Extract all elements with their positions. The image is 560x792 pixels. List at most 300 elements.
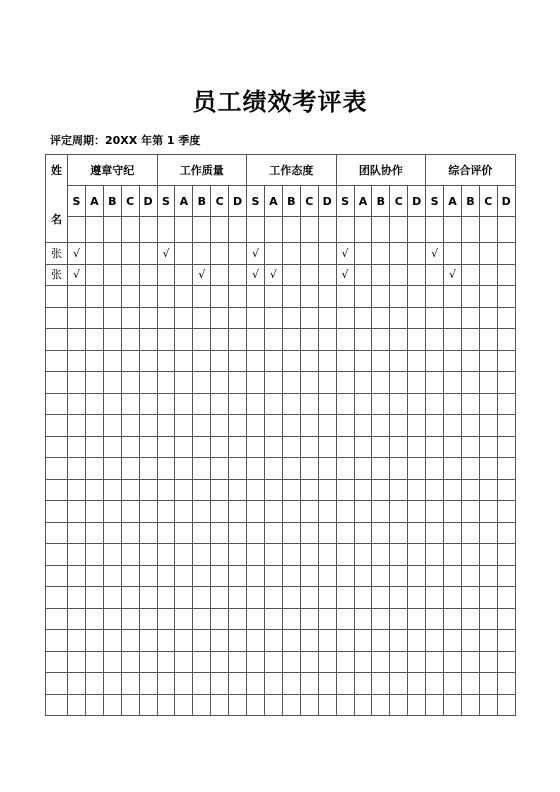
grade-check-cell[interactable] — [211, 436, 229, 458]
grade-check-cell[interactable] — [103, 436, 121, 458]
grade-check-cell[interactable] — [408, 501, 426, 523]
grade-check-cell[interactable] — [264, 544, 282, 566]
grade-check-cell[interactable] — [354, 587, 372, 609]
grade-check-cell[interactable] — [85, 415, 103, 437]
grade-check-cell[interactable] — [157, 522, 175, 544]
grade-check-cell[interactable] — [85, 587, 103, 609]
grade-check-cell[interactable] — [103, 544, 121, 566]
grade-check-cell[interactable] — [408, 630, 426, 652]
grade-check-cell[interactable] — [157, 565, 175, 587]
grade-check-cell[interactable] — [282, 393, 300, 415]
grade-check-cell[interactable] — [390, 522, 408, 544]
grade-check-cell[interactable] — [157, 694, 175, 716]
grade-check-cell[interactable] — [139, 286, 157, 308]
grade-check-cell[interactable] — [264, 415, 282, 437]
grade-check-cell[interactable] — [479, 264, 497, 286]
employee-name-cell[interactable] — [46, 415, 68, 437]
grade-check-cell[interactable] — [426, 544, 444, 566]
grade-check-cell[interactable] — [193, 630, 211, 652]
grade-check-cell[interactable] — [247, 307, 265, 329]
grade-check-cell[interactable] — [390, 544, 408, 566]
employee-name-cell[interactable] — [46, 458, 68, 480]
grade-check-cell[interactable] — [426, 350, 444, 372]
grade-check-cell[interactable] — [175, 264, 193, 286]
grade-check-cell[interactable] — [157, 329, 175, 351]
grade-check-cell[interactable] — [318, 458, 336, 480]
grade-check-cell[interactable] — [103, 307, 121, 329]
grade-check-cell[interactable] — [247, 565, 265, 587]
grade-check-cell[interactable] — [68, 587, 86, 609]
grade-check-cell[interactable] — [193, 393, 211, 415]
grade-check-cell[interactable] — [300, 436, 318, 458]
grade-check-cell[interactable] — [211, 329, 229, 351]
grade-check-cell[interactable] — [175, 243, 193, 265]
grade-check-cell[interactable] — [444, 372, 462, 394]
grade-check-cell[interactable] — [264, 673, 282, 695]
grade-check-cell[interactable] — [497, 608, 515, 630]
grade-check-cell[interactable] — [68, 501, 86, 523]
grade-check-cell[interactable] — [211, 479, 229, 501]
grade-check-cell[interactable] — [103, 372, 121, 394]
grade-check-cell[interactable] — [497, 522, 515, 544]
grade-check-cell[interactable] — [211, 393, 229, 415]
grade-check-cell[interactable] — [479, 393, 497, 415]
grade-check-cell[interactable] — [68, 415, 86, 437]
grade-check-cell[interactable] — [264, 329, 282, 351]
grade-check-cell[interactable] — [354, 651, 372, 673]
grade-check-cell[interactable] — [497, 436, 515, 458]
grade-check-cell[interactable] — [211, 544, 229, 566]
grade-check-cell[interactable] — [444, 587, 462, 609]
grade-check-cell[interactable] — [121, 415, 139, 437]
grade-check-cell[interactable] — [103, 630, 121, 652]
grade-check-cell[interactable] — [318, 329, 336, 351]
grade-check-cell[interactable]: √ — [68, 264, 86, 286]
grade-check-cell[interactable] — [497, 350, 515, 372]
grade-check-cell[interactable] — [390, 415, 408, 437]
grade-check-cell[interactable] — [479, 694, 497, 716]
grade-check-cell[interactable] — [479, 286, 497, 308]
grade-check-cell[interactable] — [444, 307, 462, 329]
grade-check-cell[interactable] — [121, 286, 139, 308]
grade-check-cell[interactable] — [121, 544, 139, 566]
grade-check-cell[interactable] — [139, 415, 157, 437]
grade-check-cell[interactable] — [354, 243, 372, 265]
grade-check-cell[interactable] — [318, 587, 336, 609]
employee-name-cell[interactable] — [46, 329, 68, 351]
grade-check-cell[interactable] — [139, 544, 157, 566]
grade-check-cell[interactable] — [264, 501, 282, 523]
grade-check-cell[interactable] — [264, 307, 282, 329]
grade-check-cell[interactable] — [479, 350, 497, 372]
grade-check-cell[interactable] — [497, 673, 515, 695]
grade-check-cell[interactable] — [175, 544, 193, 566]
grade-check-cell[interactable] — [479, 673, 497, 695]
grade-check-cell[interactable] — [444, 501, 462, 523]
grade-check-cell[interactable] — [157, 286, 175, 308]
grade-check-cell[interactable] — [461, 329, 479, 351]
grade-check-cell[interactable]: √ — [68, 243, 86, 265]
grade-check-cell[interactable] — [497, 544, 515, 566]
employee-name-cell[interactable]: 张 — [46, 264, 68, 286]
grade-check-cell[interactable] — [175, 350, 193, 372]
grade-check-cell[interactable] — [229, 350, 247, 372]
grade-check-cell[interactable]: √ — [336, 243, 354, 265]
grade-check-cell[interactable] — [157, 307, 175, 329]
grade-check-cell[interactable] — [175, 307, 193, 329]
grade-check-cell[interactable] — [264, 630, 282, 652]
grade-check-cell[interactable] — [372, 587, 390, 609]
grade-check-cell[interactable] — [282, 544, 300, 566]
grade-check-cell[interactable] — [354, 694, 372, 716]
grade-check-cell[interactable] — [497, 458, 515, 480]
grade-check-cell[interactable] — [390, 350, 408, 372]
grade-check-cell[interactable] — [121, 458, 139, 480]
grade-check-cell[interactable] — [103, 329, 121, 351]
grade-check-cell[interactable] — [372, 501, 390, 523]
grade-check-cell[interactable] — [408, 307, 426, 329]
grade-check-cell[interactable] — [372, 458, 390, 480]
grade-check-cell[interactable] — [372, 651, 390, 673]
grade-check-cell[interactable] — [193, 544, 211, 566]
grade-check-cell[interactable] — [157, 608, 175, 630]
grade-check-cell[interactable] — [139, 587, 157, 609]
grade-check-cell[interactable] — [372, 479, 390, 501]
grade-check-cell[interactable] — [282, 501, 300, 523]
grade-check-cell[interactable] — [85, 673, 103, 695]
grade-check-cell[interactable] — [175, 372, 193, 394]
grade-check-cell[interactable] — [372, 565, 390, 587]
grade-check-cell[interactable] — [282, 436, 300, 458]
grade-check-cell[interactable] — [336, 350, 354, 372]
grade-check-cell[interactable] — [139, 350, 157, 372]
grade-check-cell[interactable] — [175, 393, 193, 415]
grade-check-cell[interactable] — [426, 372, 444, 394]
grade-check-cell[interactable] — [497, 479, 515, 501]
grade-check-cell[interactable] — [211, 565, 229, 587]
grade-check-cell[interactable] — [390, 479, 408, 501]
grade-check-cell[interactable] — [139, 436, 157, 458]
grade-check-cell[interactable] — [426, 458, 444, 480]
grade-check-cell[interactable] — [300, 372, 318, 394]
grade-check-cell[interactable] — [336, 286, 354, 308]
grade-check-cell[interactable] — [211, 264, 229, 286]
grade-check-cell[interactable] — [479, 307, 497, 329]
grade-check-cell[interactable] — [282, 694, 300, 716]
grade-check-cell[interactable] — [229, 608, 247, 630]
grade-check-cell[interactable] — [85, 522, 103, 544]
grade-check-cell[interactable] — [318, 630, 336, 652]
grade-check-cell[interactable] — [282, 522, 300, 544]
grade-check-cell[interactable] — [408, 608, 426, 630]
grade-check-cell[interactable] — [139, 307, 157, 329]
grade-check-cell[interactable] — [354, 608, 372, 630]
grade-check-cell[interactable] — [336, 565, 354, 587]
grade-check-cell[interactable] — [85, 286, 103, 308]
grade-check-cell[interactable] — [318, 651, 336, 673]
grade-check-cell[interactable] — [157, 415, 175, 437]
grade-check-cell[interactable] — [193, 286, 211, 308]
grade-check-cell[interactable] — [68, 544, 86, 566]
grade-check-cell[interactable] — [444, 544, 462, 566]
grade-check-cell[interactable] — [175, 329, 193, 351]
grade-check-cell[interactable] — [479, 565, 497, 587]
grade-check-cell[interactable] — [444, 630, 462, 652]
grade-check-cell[interactable] — [408, 565, 426, 587]
grade-check-cell[interactable] — [390, 565, 408, 587]
grade-check-cell[interactable] — [229, 372, 247, 394]
grade-check-cell[interactable] — [121, 587, 139, 609]
grade-check-cell[interactable] — [479, 522, 497, 544]
grade-check-cell[interactable] — [282, 350, 300, 372]
grade-check-cell[interactable] — [354, 565, 372, 587]
grade-check-cell[interactable] — [336, 307, 354, 329]
grade-check-cell[interactable] — [408, 587, 426, 609]
grade-check-cell[interactable] — [121, 393, 139, 415]
grade-check-cell[interactable] — [139, 501, 157, 523]
grade-check-cell[interactable] — [157, 393, 175, 415]
grade-check-cell[interactable] — [408, 694, 426, 716]
grade-check-cell[interactable] — [103, 479, 121, 501]
grade-check-cell[interactable] — [85, 694, 103, 716]
grade-check-cell[interactable] — [336, 501, 354, 523]
grade-check-cell[interactable] — [354, 630, 372, 652]
grade-check-cell[interactable] — [175, 458, 193, 480]
grade-check-cell[interactable] — [229, 565, 247, 587]
grade-check-cell[interactable] — [479, 608, 497, 630]
grade-check-cell[interactable] — [426, 630, 444, 652]
grade-check-cell[interactable] — [282, 479, 300, 501]
grade-check-cell[interactable] — [408, 350, 426, 372]
grade-check-cell[interactable] — [300, 501, 318, 523]
grade-check-cell[interactable] — [85, 608, 103, 630]
grade-check-cell[interactable] — [444, 458, 462, 480]
grade-check-cell[interactable] — [103, 694, 121, 716]
grade-check-cell[interactable] — [264, 651, 282, 673]
grade-check-cell[interactable] — [282, 651, 300, 673]
grade-check-cell[interactable] — [229, 694, 247, 716]
grade-check-cell[interactable] — [247, 458, 265, 480]
grade-check-cell[interactable] — [300, 587, 318, 609]
grade-check-cell[interactable] — [426, 587, 444, 609]
grade-check-cell[interactable] — [300, 307, 318, 329]
grade-check-cell[interactable] — [264, 458, 282, 480]
grade-check-cell[interactable] — [229, 264, 247, 286]
grade-check-cell[interactable] — [247, 329, 265, 351]
grade-check-cell[interactable] — [318, 544, 336, 566]
grade-check-cell[interactable] — [247, 286, 265, 308]
grade-check-cell[interactable] — [247, 415, 265, 437]
grade-check-cell[interactable] — [336, 415, 354, 437]
grade-check-cell[interactable] — [68, 630, 86, 652]
grade-check-cell[interactable] — [68, 479, 86, 501]
grade-check-cell[interactable] — [193, 608, 211, 630]
grade-check-cell[interactable] — [461, 479, 479, 501]
grade-check-cell[interactable] — [139, 372, 157, 394]
grade-check-cell[interactable] — [461, 350, 479, 372]
grade-check-cell[interactable] — [211, 651, 229, 673]
grade-check-cell[interactable] — [121, 350, 139, 372]
grade-check-cell[interactable] — [444, 436, 462, 458]
grade-check-cell[interactable] — [193, 694, 211, 716]
grade-check-cell[interactable]: √ — [247, 243, 265, 265]
grade-check-cell[interactable] — [121, 479, 139, 501]
grade-check-cell[interactable] — [354, 436, 372, 458]
grade-check-cell[interactable] — [157, 350, 175, 372]
grade-check-cell[interactable] — [139, 264, 157, 286]
grade-check-cell[interactable] — [139, 694, 157, 716]
grade-check-cell[interactable] — [139, 608, 157, 630]
grade-check-cell[interactable] — [211, 350, 229, 372]
grade-check-cell[interactable] — [497, 630, 515, 652]
employee-name-cell[interactable] — [46, 587, 68, 609]
grade-check-cell[interactable] — [175, 587, 193, 609]
grade-check-cell[interactable] — [444, 565, 462, 587]
grade-check-cell[interactable] — [211, 458, 229, 480]
grade-check-cell[interactable] — [444, 608, 462, 630]
grade-check-cell[interactable] — [354, 372, 372, 394]
grade-check-cell[interactable] — [282, 608, 300, 630]
grade-check-cell[interactable] — [85, 307, 103, 329]
grade-check-cell[interactable] — [85, 436, 103, 458]
grade-check-cell[interactable] — [229, 307, 247, 329]
employee-name-cell[interactable]: 张 — [46, 243, 68, 265]
grade-check-cell[interactable] — [139, 651, 157, 673]
grade-check-cell[interactable] — [461, 630, 479, 652]
grade-check-cell[interactable] — [247, 436, 265, 458]
grade-check-cell[interactable] — [264, 565, 282, 587]
grade-check-cell[interactable] — [408, 458, 426, 480]
employee-name-cell[interactable] — [46, 522, 68, 544]
grade-check-cell[interactable] — [390, 501, 408, 523]
grade-check-cell[interactable] — [264, 372, 282, 394]
grade-check-cell[interactable] — [247, 479, 265, 501]
grade-check-cell[interactable] — [461, 286, 479, 308]
grade-check-cell[interactable] — [426, 522, 444, 544]
employee-name-cell[interactable] — [46, 350, 68, 372]
grade-check-cell[interactable] — [461, 307, 479, 329]
grade-check-cell[interactable] — [318, 479, 336, 501]
grade-check-cell[interactable] — [479, 544, 497, 566]
grade-check-cell[interactable] — [139, 393, 157, 415]
grade-check-cell[interactable] — [354, 286, 372, 308]
grade-check-cell[interactable] — [175, 630, 193, 652]
grade-check-cell[interactable] — [264, 436, 282, 458]
grade-check-cell[interactable] — [372, 372, 390, 394]
grade-check-cell[interactable] — [229, 673, 247, 695]
grade-check-cell[interactable] — [229, 630, 247, 652]
grade-check-cell[interactable] — [247, 587, 265, 609]
grade-check-cell[interactable] — [229, 243, 247, 265]
grade-check-cell[interactable] — [157, 501, 175, 523]
grade-check-cell[interactable] — [193, 329, 211, 351]
grade-check-cell[interactable] — [247, 522, 265, 544]
grade-check-cell[interactable] — [461, 565, 479, 587]
grade-check-cell[interactable] — [211, 608, 229, 630]
grade-check-cell[interactable] — [497, 651, 515, 673]
grade-check-cell[interactable] — [121, 243, 139, 265]
grade-check-cell[interactable] — [444, 694, 462, 716]
grade-check-cell[interactable] — [229, 501, 247, 523]
grade-check-cell[interactable] — [318, 436, 336, 458]
grade-check-cell[interactable] — [85, 350, 103, 372]
grade-check-cell[interactable] — [318, 243, 336, 265]
grade-check-cell[interactable] — [229, 479, 247, 501]
grade-check-cell[interactable] — [390, 329, 408, 351]
grade-check-cell[interactable] — [193, 651, 211, 673]
grade-check-cell[interactable] — [175, 608, 193, 630]
grade-check-cell[interactable] — [318, 694, 336, 716]
grade-check-cell[interactable] — [390, 651, 408, 673]
grade-check-cell[interactable] — [211, 286, 229, 308]
grade-check-cell[interactable] — [282, 307, 300, 329]
grade-check-cell[interactable] — [264, 350, 282, 372]
grade-check-cell[interactable] — [444, 393, 462, 415]
grade-check-cell[interactable] — [426, 415, 444, 437]
grade-check-cell[interactable] — [85, 329, 103, 351]
grade-check-cell[interactable] — [426, 608, 444, 630]
grade-check-cell[interactable] — [139, 522, 157, 544]
employee-name-cell[interactable] — [46, 673, 68, 695]
grade-check-cell[interactable] — [193, 587, 211, 609]
grade-check-cell[interactable] — [103, 458, 121, 480]
employee-name-cell[interactable] — [46, 286, 68, 308]
grade-check-cell[interactable] — [264, 479, 282, 501]
employee-name-cell[interactable] — [46, 565, 68, 587]
grade-check-cell[interactable] — [103, 651, 121, 673]
grade-check-cell[interactable] — [193, 458, 211, 480]
grade-check-cell[interactable] — [336, 608, 354, 630]
grade-check-cell[interactable] — [390, 587, 408, 609]
grade-check-cell[interactable] — [354, 479, 372, 501]
grade-check-cell[interactable] — [479, 436, 497, 458]
grade-check-cell[interactable] — [157, 479, 175, 501]
grade-check-cell[interactable] — [139, 630, 157, 652]
grade-check-cell[interactable] — [157, 544, 175, 566]
grade-check-cell[interactable] — [264, 286, 282, 308]
grade-check-cell[interactable] — [68, 307, 86, 329]
grade-check-cell[interactable] — [193, 372, 211, 394]
grade-check-cell[interactable] — [300, 329, 318, 351]
grade-check-cell[interactable] — [85, 544, 103, 566]
grade-check-cell[interactable] — [300, 286, 318, 308]
grade-check-cell[interactable] — [408, 522, 426, 544]
grade-check-cell[interactable] — [121, 694, 139, 716]
grade-check-cell[interactable] — [282, 587, 300, 609]
grade-check-cell[interactable] — [229, 522, 247, 544]
grade-check-cell[interactable] — [85, 264, 103, 286]
grade-check-cell[interactable] — [300, 458, 318, 480]
employee-name-cell[interactable] — [46, 372, 68, 394]
grade-check-cell[interactable] — [300, 264, 318, 286]
grade-check-cell[interactable] — [139, 243, 157, 265]
grade-check-cell[interactable] — [68, 673, 86, 695]
grade-check-cell[interactable] — [121, 630, 139, 652]
grade-check-cell[interactable] — [175, 415, 193, 437]
grade-check-cell[interactable] — [282, 372, 300, 394]
grade-check-cell[interactable] — [139, 458, 157, 480]
grade-check-cell[interactable] — [68, 608, 86, 630]
grade-check-cell[interactable] — [211, 630, 229, 652]
grade-check-cell[interactable] — [264, 393, 282, 415]
grade-check-cell[interactable] — [157, 651, 175, 673]
grade-check-cell[interactable] — [68, 458, 86, 480]
employee-name-cell[interactable] — [46, 501, 68, 523]
grade-check-cell[interactable] — [103, 243, 121, 265]
grade-check-cell[interactable] — [103, 608, 121, 630]
grade-check-cell[interactable] — [426, 565, 444, 587]
grade-check-cell[interactable] — [103, 286, 121, 308]
